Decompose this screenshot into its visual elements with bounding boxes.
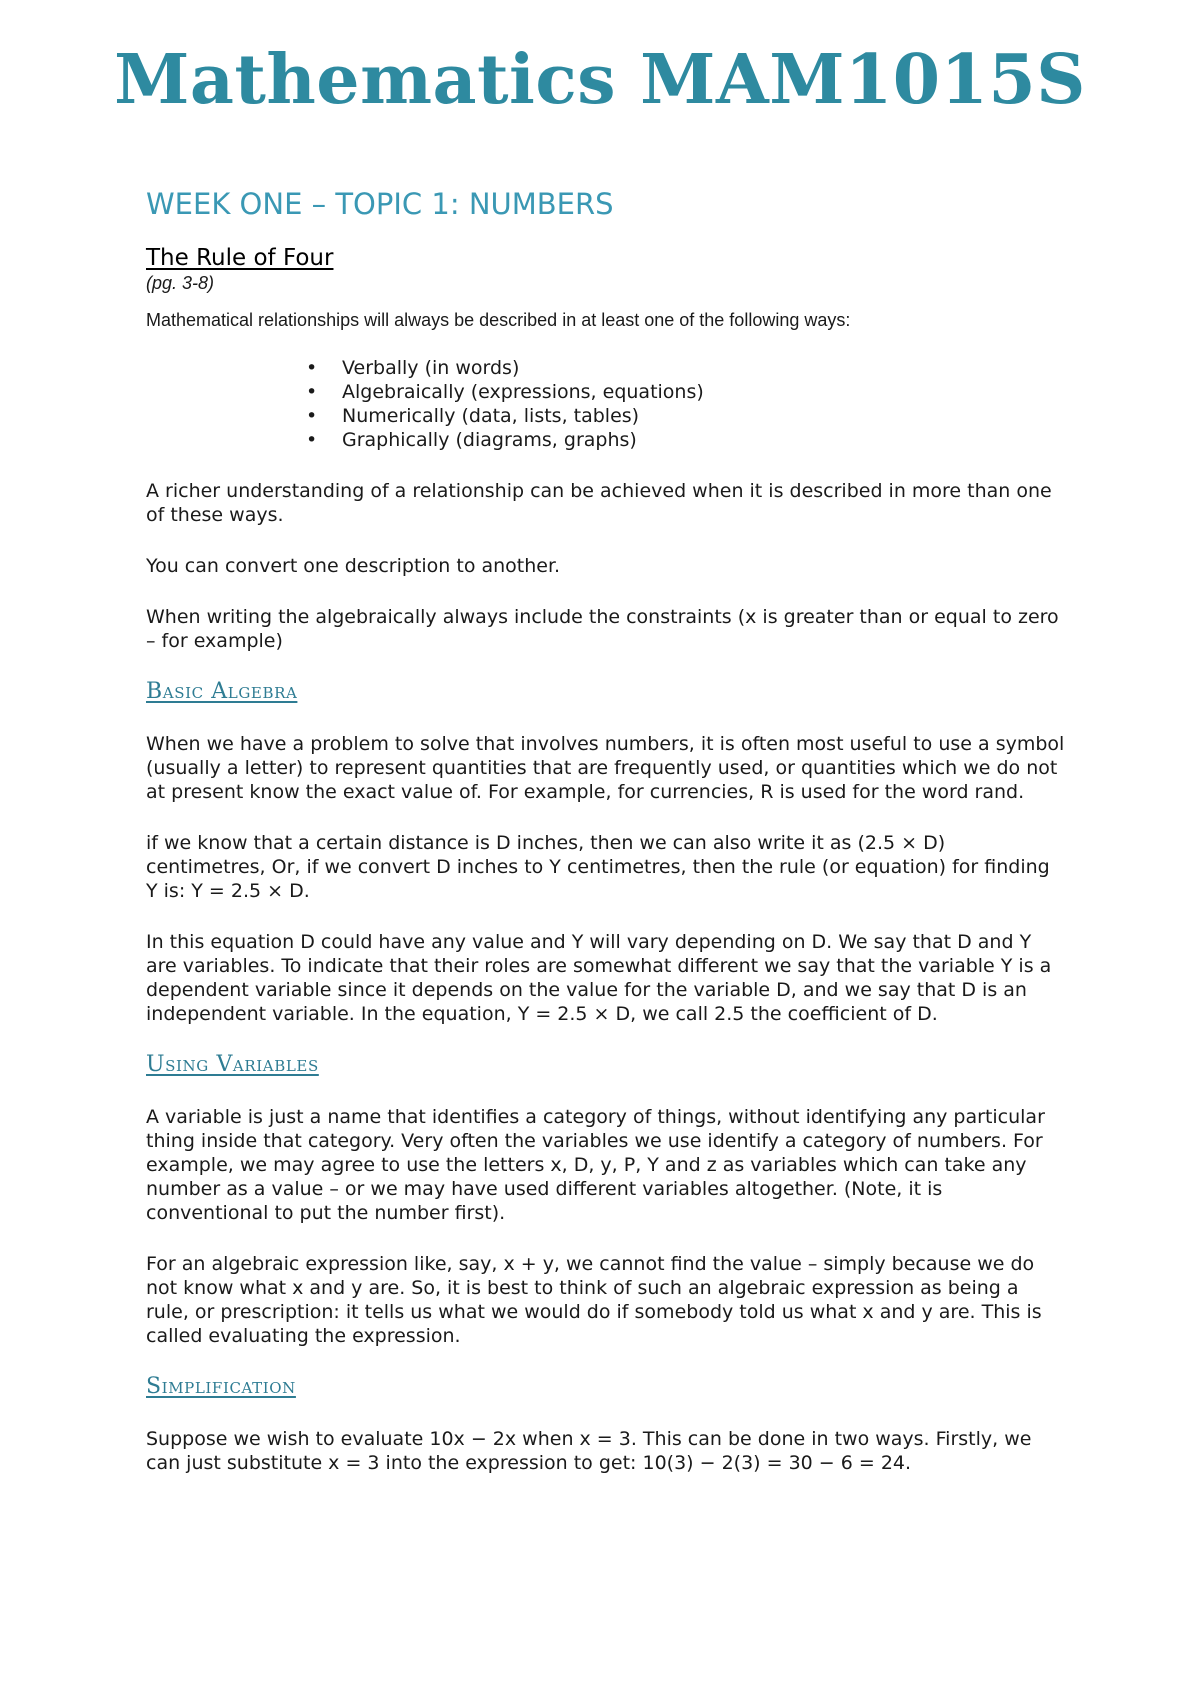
list-item-text: Numerically (data, lists, tables) — [342, 405, 640, 427]
bullet-icon: • — [306, 429, 318, 451]
paragraph: A variable is just a name that identifies a category of things, without identifying any particular thing inside that category. Very often the variables we use identify a category of numbers. For example, we may agree to use the letters x, D, y, P, Y and z as variables which can take any number as a value – or we may have used different variables altogether. (Note, it is conventional to put the number first). — [146, 1106, 1045, 1224]
using-variables-heading: Using Variables — [146, 1052, 319, 1077]
paragraph: A richer understanding of a relationship can be achieved when it is described in more than one of these ways. — [146, 480, 1052, 526]
paragraph: When we have a problem to solve that involves numbers, it is often most useful to use a symbol (usually a letter) to represent quantities that are frequently used, or quantities which we do not at present know the exact value of. For example, for currencies, R is used for the word rand. — [146, 733, 1065, 803]
section-rule-of-four — [146, 244, 1066, 653]
list-item — [304, 428, 1066, 452]
list-item — [304, 380, 1066, 404]
section-using-variables — [146, 1053, 1066, 1348]
paragraph: In this equation D could have any value and Y will vary depending on D. We say that D and Y are variables. To indicate that their roles are somewhat different we say that the variable Y is a dependent variable since it depends on the value for the variable D, and we say that D is an independent variable. In the equation, Y = 2.5 × D, we call 2.5 the coefficient of D. — [146, 931, 1052, 1025]
list-item — [304, 404, 1066, 428]
basic-algebra-heading: Basic Algebra — [146, 679, 298, 704]
document-title: Mathematics MAM1015S — [114, 40, 1086, 120]
section-basic-algebra — [146, 680, 1066, 1026]
rule-of-four-heading: The Rule of Four — [146, 245, 334, 271]
section-simplification — [146, 1375, 1066, 1475]
list-item-text: Graphically (diagrams, graphs) — [342, 429, 637, 451]
paragraph: When writing the algebraically always include the constraints (x is greater than or equal to zero – for example) — [146, 606, 1059, 652]
paragraph: You can convert one description to another. — [146, 555, 561, 577]
list-item-text: Verbally (in words) — [342, 357, 520, 379]
page-reference: (pg. 3-8) — [146, 273, 215, 293]
paragraph: For an algebraic expression like, say, x + y, we cannot find the value – simply because we do not know what x and y are. So, it is best to think of such an algebraic expression as being a rule, or prescription: it tells us what we would do if somebody told us what x and y are. This is called evaluating the expression. — [146, 1253, 1042, 1347]
bullet-icon: • — [306, 381, 318, 403]
bullet-icon: • — [306, 405, 318, 427]
paragraph: Suppose we wish to evaluate 10x − 2x when x = 3. This can be done in two ways. Firstly, we can just substitute x = 3 into the expression to get: 10(3) − 2(3) = 30 − 6 = 24. — [146, 1428, 1032, 1474]
bullet-icon: • — [306, 357, 318, 379]
list-item-text: Algebraically (expressions, equations) — [342, 381, 704, 403]
intro-paragraph: Mathematical relationships will always be described in at least one of the following ways: — [146, 310, 851, 330]
paragraph: if we know that a certain distance is D inches, then we can also write it as (2.5 × D) centimetres, Or, if we convert D inches to Y centimetres, then the rule (or equation) for finding Y is: Y = 2.5 × D. — [146, 832, 1050, 902]
week-heading: WEEK ONE – TOPIC 1: NUMBERS — [146, 187, 614, 221]
simplification-heading: Simplification — [146, 1374, 296, 1399]
document-body — [146, 183, 1066, 1502]
list-item — [304, 356, 1066, 380]
representation-list — [146, 356, 1066, 452]
